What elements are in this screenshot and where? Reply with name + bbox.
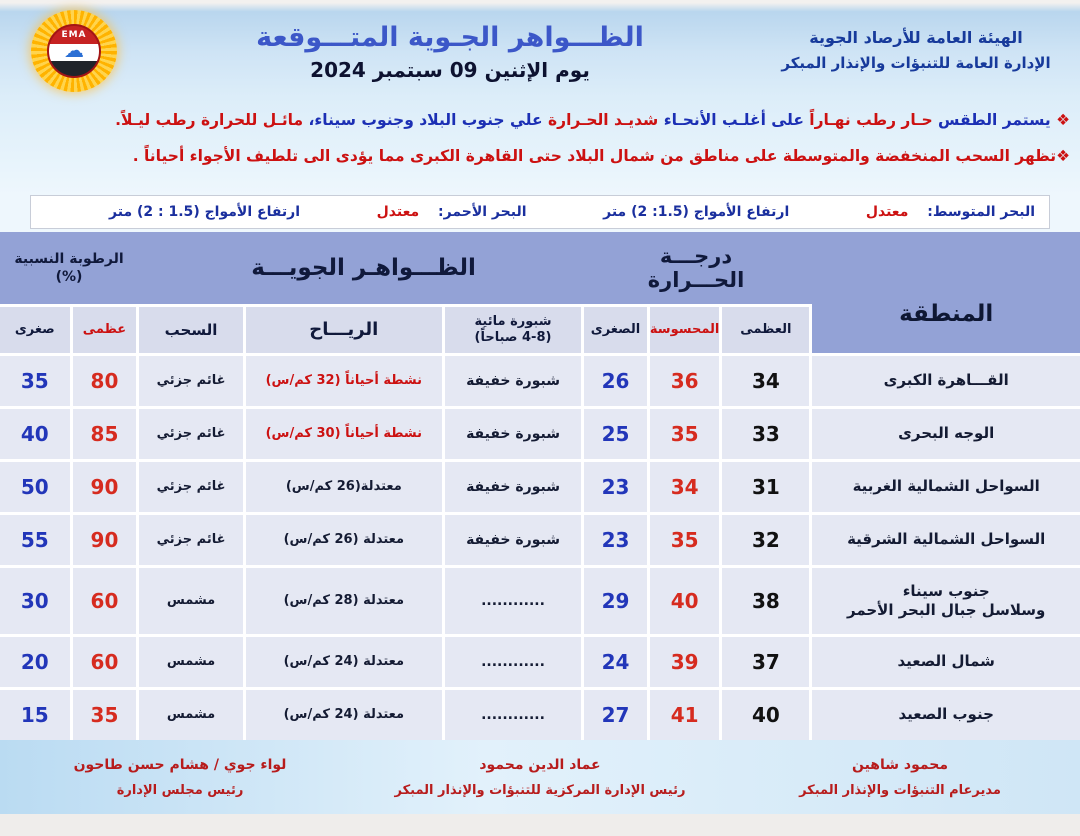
signatures-footer: [0, 740, 1080, 814]
col-header-humidity-max: عظمى: [73, 307, 137, 353]
logo-core: [47, 24, 101, 78]
temperature-header-line1: درجـــة: [659, 243, 733, 268]
temp-min-cell: 25: [584, 409, 647, 459]
temp-max-cell: 31: [722, 462, 809, 512]
signature-left-name: لواء جوي / هشام حسن طاحون: [73, 756, 287, 773]
temp-max-cell: 32: [722, 515, 809, 565]
temp-feel-cell: 35: [650, 409, 719, 459]
note1-seg2: حـار رطب نهـاراً: [803, 111, 933, 129]
clouds-cell: غائم جزئي: [139, 356, 242, 406]
humidity-max-cell: 60: [73, 637, 137, 687]
logo-text: EMA: [61, 29, 87, 40]
temp-min-cell: 26: [584, 356, 647, 406]
region-name-cell: [812, 409, 1080, 459]
red-sea-label: البحر الأحمر:: [438, 204, 527, 220]
title-block: [134, 20, 766, 82]
humidity-max-cell: 60: [73, 568, 137, 634]
wind-value: نشطة أحياناً (32 كم/س): [265, 372, 423, 388]
region-name: جنوب سيناء: [902, 581, 990, 600]
fog-cell: شبورة خفيفة: [445, 515, 581, 565]
signature-center-name: عماد الدين محمود: [479, 756, 601, 773]
temp-min-cell: 24: [584, 637, 647, 687]
region-name-cell: [812, 568, 1080, 634]
col-header-humidity-min: صغرى: [0, 307, 70, 353]
cloud-icon: ☁: [64, 37, 84, 62]
organization-block: [766, 24, 1066, 77]
mediterranean-waves: ارتفاع الأمواج (1.5: 2) متر: [603, 204, 790, 220]
fog-cell: شبورة خفيفة: [445, 409, 581, 459]
humidity-min-cell: 35: [0, 356, 70, 406]
temp-feel-cell: 35: [650, 515, 719, 565]
humidity-min-cell: 55: [0, 515, 70, 565]
temp-min-cell: 29: [584, 568, 647, 634]
temp-min-cell: 23: [584, 462, 647, 512]
forecast-table: [0, 232, 1080, 740]
page-header: [0, 0, 1080, 97]
wind-value: معتدلة (24 كم/س): [283, 653, 405, 669]
signature-left-title: رئيس مجلس الإدارة: [116, 782, 244, 798]
wind-cell: [246, 637, 442, 687]
signature-left: [0, 757, 360, 798]
page-title: الظـــواهر الجـوية المتـــوقعة: [256, 21, 644, 53]
wind-cell: [246, 690, 442, 740]
region-column-header: المنطقة: [812, 232, 1080, 353]
note1-seg1: يستمر الطقس: [932, 111, 1051, 129]
red-sea-waves: ارتفاع الأمواج (1.5 : 2) متر: [109, 204, 301, 220]
mediterranean-label: البحر المتوسط:: [927, 204, 1035, 220]
humidity-min-cell: 30: [0, 568, 70, 634]
signature-right: [720, 757, 1080, 798]
wind-cell: [246, 356, 442, 406]
note-line-1: [10, 109, 1070, 132]
region-name-cell: [812, 690, 1080, 740]
region-name-cell: [812, 637, 1080, 687]
humidity-header-line2: (%): [55, 269, 83, 285]
bullet-icon: ❖: [1050, 111, 1070, 129]
temp-max-cell: 34: [722, 356, 809, 406]
temp-max-cell: 33: [722, 409, 809, 459]
humidity-max-cell: 80: [73, 356, 137, 406]
temp-max-cell: 38: [722, 568, 809, 634]
wind-cell: [246, 462, 442, 512]
region-name: القـــاهرة الكبرى: [883, 371, 1009, 390]
phenomena-group-header: [138, 232, 589, 304]
wind-cell: [246, 409, 442, 459]
humidity-min-cell: 20: [0, 637, 70, 687]
clouds-cell: غائم جزئي: [139, 462, 242, 512]
humidity-group-header: [0, 232, 138, 304]
wind-value: معتدلة (28 كم/س): [283, 592, 405, 608]
temp-max-cell: 40: [722, 690, 809, 740]
col-header-temp-max: العظمى: [722, 307, 809, 353]
region-name: السواحل الشمالية الغربية: [852, 477, 1040, 496]
organization-name: الهيئة العامة للأرصاد الجوية: [809, 28, 1023, 48]
temperature-header-line2: الحـــرارة: [647, 268, 745, 292]
col-header-fog: [445, 307, 581, 353]
phenomena-header-text: الظـــواهـر الجويـــة: [251, 255, 476, 281]
note1-seg3: على أغلـب الأنحـاء: [658, 111, 804, 129]
sea-conditions-bar: [0, 195, 1080, 232]
signature-center: [360, 757, 720, 798]
col-header-temp-feel: المحسوسة: [650, 307, 719, 353]
temp-feel-cell: 41: [650, 690, 719, 740]
region-name: السواحل الشمالية الشرقية: [847, 530, 1046, 549]
forecast-date: يوم الإثنين 09 سبتمبر 2024: [310, 57, 590, 82]
note1-seg5: علي جنوب البلاد وجنوب سيناء،: [303, 111, 543, 129]
logo-container: [14, 10, 134, 92]
temperature-group-header: [589, 232, 803, 304]
clouds-cell: مشمس: [139, 568, 242, 634]
signature-right-title: مديرعام التنبؤات والإنذار المبكر: [799, 782, 1001, 798]
temp-feel-cell: 40: [650, 568, 719, 634]
temp-max-cell: 37: [722, 637, 809, 687]
fog-header-line2: (4-8 صباحاً): [474, 330, 552, 345]
clouds-cell: مشمس: [139, 637, 242, 687]
signature-right-name: محمود شاهين: [851, 756, 949, 773]
region-name: شمال الصعيد: [897, 652, 995, 671]
clouds-cell: مشمس: [139, 690, 242, 740]
region-name: الوجه البحرى: [898, 424, 995, 443]
note1-seg4: شديـد الحـرارة: [542, 111, 659, 129]
temp-feel-cell: 39: [650, 637, 719, 687]
temp-min-cell: 23: [584, 515, 647, 565]
wind-value: معتدلة (24 كم/س): [283, 706, 405, 722]
temp-feel-cell: 34: [650, 462, 719, 512]
fog-cell: ............: [445, 568, 581, 634]
sea-conditions-box: [30, 195, 1050, 229]
signature-center-title: رئيس الإدارة المركزية للتنبؤات والإنذار المبكر: [394, 782, 686, 798]
note1-seg6: مائـل للحرارة رطب ليـلاً.: [115, 111, 304, 129]
note-line-2: ❖تظهر السحب المنخفضة والمتوسطة على مناطق من شمال البلاد حتى القاهرة الكبرى مما يؤدى الى تلطيف الأجواء أحياناً .: [132, 147, 1070, 166]
col-header-temp-min: الصغرى: [584, 307, 647, 353]
red-sea-group: [377, 204, 527, 220]
col-header-wind: الريـــاح: [246, 307, 442, 353]
col-header-clouds: السحب: [139, 307, 242, 353]
humidity-min-cell: 50: [0, 462, 70, 512]
humidity-max-cell: 85: [73, 409, 137, 459]
clouds-cell: غائم جزئي: [139, 409, 242, 459]
mediterranean-group: [866, 204, 1035, 220]
department-name: الإدارة العامة للتنبؤات والإنذار المبكر: [781, 54, 1051, 73]
humidity-min-cell: 40: [0, 409, 70, 459]
temp-feel-cell: 36: [650, 356, 719, 406]
wind-value: معتدلة (26 كم/س): [283, 531, 405, 547]
fog-header-line1: شبورة مائية: [474, 313, 552, 329]
wind-cell: [246, 515, 442, 565]
region-name-line2: وسلاسل جبال البحر الأحمر: [846, 601, 1046, 619]
humidity-header-line1: الرطوبة النسبية: [14, 250, 124, 267]
clouds-cell: غائم جزئي: [139, 515, 242, 565]
bottom-strip: [0, 814, 1080, 836]
humidity-max-cell: 35: [73, 690, 137, 740]
fog-cell: ............: [445, 690, 581, 740]
region-name-cell: [812, 462, 1080, 512]
wind-cell: [246, 568, 442, 634]
fog-cell: ............: [445, 637, 581, 687]
humidity-max-cell: 90: [73, 462, 137, 512]
wind-value: معتدلة(26 كم/س): [285, 478, 402, 494]
region-name-cell: [812, 515, 1080, 565]
humidity-min-cell: 15: [0, 690, 70, 740]
temp-min-cell: 27: [584, 690, 647, 740]
ema-sun-logo-icon: [31, 10, 117, 92]
wind-value: نشطة أحياناً (30 كم/س): [265, 425, 423, 441]
red-sea-state: معتدل: [376, 204, 420, 220]
weather-notes: [0, 97, 1080, 195]
fog-cell: شبورة خفيفة: [445, 462, 581, 512]
region-name: جنوب الصعيد: [898, 705, 994, 724]
mediterranean-state: معتدل: [865, 204, 909, 220]
humidity-max-cell: 90: [73, 515, 137, 565]
region-name-cell: [812, 356, 1080, 406]
fog-cell: شبورة خفيفة: [445, 356, 581, 406]
